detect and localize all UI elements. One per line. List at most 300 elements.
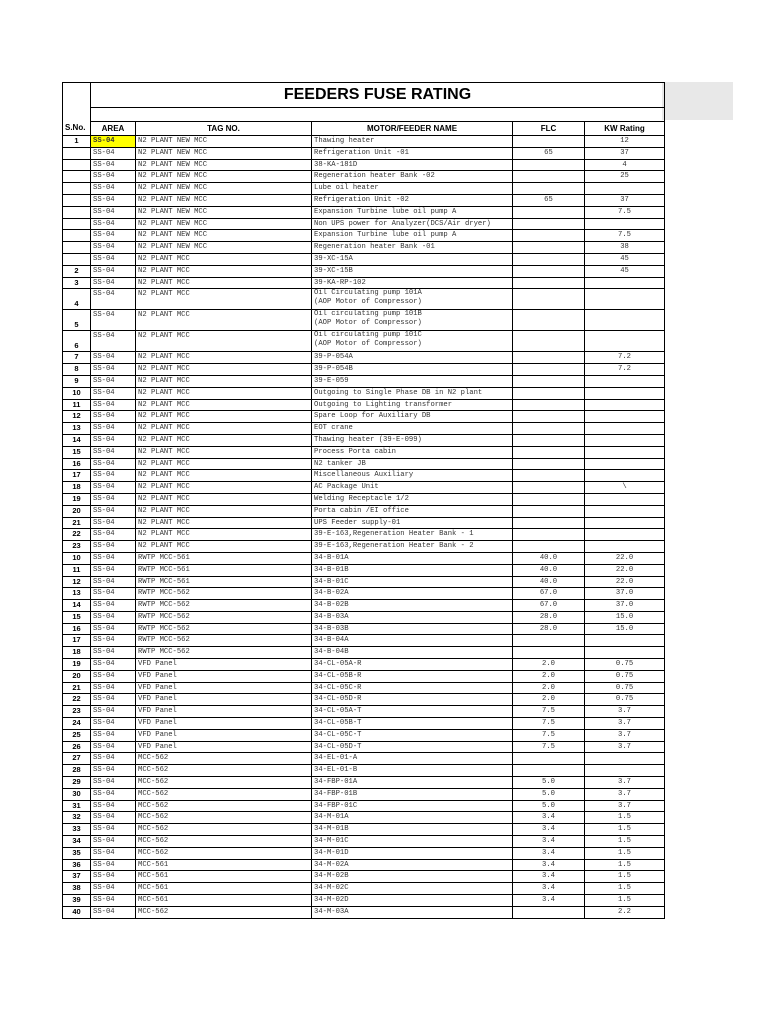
- cell-tag[interactable]: MCC-562: [136, 812, 312, 824]
- cell-kw[interactable]: [585, 541, 665, 553]
- cell-area[interactable]: SS-04: [91, 753, 136, 765]
- cell-name[interactable]: 39-KA-RP-102: [312, 277, 513, 289]
- cell-name[interactable]: 34-CL-05D-T: [312, 741, 513, 753]
- cell-flc[interactable]: [513, 159, 585, 171]
- cell-flc[interactable]: 67.0: [513, 600, 585, 612]
- cell-name[interactable]: N2 tanker JB: [312, 458, 513, 470]
- cell-kw[interactable]: [585, 331, 665, 352]
- cell-kw[interactable]: 3.7: [585, 706, 665, 718]
- cell-area[interactable]: SS-04: [91, 729, 136, 741]
- cell-flc[interactable]: [513, 399, 585, 411]
- cell-flc[interactable]: [513, 364, 585, 376]
- cell-sno[interactable]: 38: [63, 883, 91, 895]
- cell-name[interactable]: 34-EL-01-A: [312, 753, 513, 765]
- cell-kw[interactable]: [585, 753, 665, 765]
- cell-area[interactable]: SS-04: [91, 183, 136, 195]
- cell-name[interactable]: Welding Receptacle 1/2: [312, 493, 513, 505]
- cell-area[interactable]: SS-04: [91, 517, 136, 529]
- cell-kw[interactable]: [585, 277, 665, 289]
- cell-name[interactable]: 34-FBP-01A: [312, 777, 513, 789]
- cell-flc[interactable]: [513, 493, 585, 505]
- cell-name[interactable]: 34-CL-05A-T: [312, 706, 513, 718]
- cell-name[interactable]: 39-XC-15B: [312, 265, 513, 277]
- cell-sno[interactable]: 17: [63, 470, 91, 482]
- cell-area[interactable]: SS-04: [91, 623, 136, 635]
- cell-flc[interactable]: 3.4: [513, 883, 585, 895]
- cell-sno[interactable]: 14: [63, 434, 91, 446]
- cell-area[interactable]: SS-04: [91, 670, 136, 682]
- cell-name[interactable]: Thawing heater: [312, 136, 513, 148]
- cell-tag[interactable]: VFD Panel: [136, 741, 312, 753]
- cell-name[interactable]: Process Porta cabin: [312, 446, 513, 458]
- cell-area[interactable]: SS-04: [91, 777, 136, 789]
- cell-tag[interactable]: MCC-561: [136, 895, 312, 907]
- cell-area[interactable]: SS-04: [91, 859, 136, 871]
- cell-sno[interactable]: 11: [63, 564, 91, 576]
- cell-kw[interactable]: 3.7: [585, 718, 665, 730]
- cell-kw[interactable]: 38: [585, 242, 665, 254]
- cell-area[interactable]: SS-04: [91, 277, 136, 289]
- cell-sno[interactable]: 32: [63, 812, 91, 824]
- cell-area[interactable]: SS-04: [91, 159, 136, 171]
- cell-tag[interactable]: N2 PLANT MCC: [136, 277, 312, 289]
- cell-sno[interactable]: 10: [63, 387, 91, 399]
- cell-sno[interactable]: [63, 206, 91, 218]
- cell-area[interactable]: SS-04: [91, 836, 136, 848]
- cell-kw[interactable]: 22.0: [585, 552, 665, 564]
- cell-kw[interactable]: 37: [585, 194, 665, 206]
- cell-tag[interactable]: VFD Panel: [136, 718, 312, 730]
- cell-kw[interactable]: 7.5: [585, 230, 665, 242]
- cell-kw[interactable]: 0.75: [585, 694, 665, 706]
- cell-sno[interactable]: 17: [63, 635, 91, 647]
- cell-kw[interactable]: 45: [585, 265, 665, 277]
- cell-area[interactable]: SS-04: [91, 482, 136, 494]
- cell-sno[interactable]: 14: [63, 600, 91, 612]
- cell-sno[interactable]: 23: [63, 541, 91, 553]
- cell-kw[interactable]: [585, 458, 665, 470]
- cell-kw[interactable]: 7.2: [585, 364, 665, 376]
- cell-name[interactable]: 34-B-01B: [312, 564, 513, 576]
- cell-area[interactable]: SS-04: [91, 600, 136, 612]
- cell-kw[interactable]: 2.2: [585, 906, 665, 918]
- cell-name[interactable]: Outgoing to Single Phase DB in N2 plant: [312, 387, 513, 399]
- cell-flc[interactable]: [513, 310, 585, 331]
- cell-flc[interactable]: [513, 253, 585, 265]
- cell-name[interactable]: EOT crane: [312, 423, 513, 435]
- cell-flc[interactable]: [513, 434, 585, 446]
- cell-area[interactable]: SS-04: [91, 647, 136, 659]
- cell-name[interactable]: 39-E-059: [312, 375, 513, 387]
- cell-area[interactable]: SS-04: [91, 171, 136, 183]
- cell-name[interactable]: Spare Loop for Auxiliary DB: [312, 411, 513, 423]
- cell-area[interactable]: SS-04: [91, 206, 136, 218]
- cell-flc[interactable]: [513, 541, 585, 553]
- cell-kw[interactable]: 1.5: [585, 895, 665, 907]
- cell-flc[interactable]: [513, 529, 585, 541]
- cell-flc[interactable]: 7.5: [513, 741, 585, 753]
- cell-tag[interactable]: RWTP MCC-562: [136, 600, 312, 612]
- cell-area[interactable]: SS-04: [91, 218, 136, 230]
- cell-flc[interactable]: 3.4: [513, 895, 585, 907]
- cell-name[interactable]: 34-M-02C: [312, 883, 513, 895]
- cell-area[interactable]: SS-04: [91, 331, 136, 352]
- cell-area[interactable]: SS-04: [91, 289, 136, 310]
- cell-sno[interactable]: 20: [63, 505, 91, 517]
- cell-flc[interactable]: 3.4: [513, 836, 585, 848]
- cell-name[interactable]: 34-M-01D: [312, 847, 513, 859]
- cell-tag[interactable]: N2 PLANT NEW MCC: [136, 171, 312, 183]
- cell-area[interactable]: SS-04: [91, 411, 136, 423]
- cell-name[interactable]: 34-CL-05D-R: [312, 694, 513, 706]
- cell-tag[interactable]: N2 PLANT MCC: [136, 529, 312, 541]
- cell-kw[interactable]: 4: [585, 159, 665, 171]
- cell-area[interactable]: SS-04: [91, 741, 136, 753]
- cell-tag[interactable]: N2 PLANT NEW MCC: [136, 136, 312, 148]
- cell-area[interactable]: SS-04: [91, 694, 136, 706]
- cell-tag[interactable]: RWTP MCC-562: [136, 588, 312, 600]
- cell-sno[interactable]: 19: [63, 493, 91, 505]
- cell-kw[interactable]: 15.0: [585, 623, 665, 635]
- cell-tag[interactable]: MCC-562: [136, 906, 312, 918]
- cell-area[interactable]: SS-04: [91, 375, 136, 387]
- cell-area[interactable]: SS-04: [91, 541, 136, 553]
- cell-name[interactable]: Outgoing to Lighting transformer: [312, 399, 513, 411]
- cell-area[interactable]: SS-04: [91, 265, 136, 277]
- cell-tag[interactable]: N2 PLANT MCC: [136, 387, 312, 399]
- cell-kw[interactable]: \: [585, 482, 665, 494]
- cell-name[interactable]: 34-B-02A: [312, 588, 513, 600]
- cell-name[interactable]: 39-P-054A: [312, 352, 513, 364]
- cell-sno[interactable]: 15: [63, 611, 91, 623]
- cell-tag[interactable]: N2 PLANT MCC: [136, 458, 312, 470]
- cell-sno[interactable]: 21: [63, 682, 91, 694]
- cell-kw[interactable]: 25: [585, 171, 665, 183]
- cell-kw[interactable]: [585, 505, 665, 517]
- cell-sno[interactable]: [63, 171, 91, 183]
- cell-kw[interactable]: 37: [585, 147, 665, 159]
- cell-name[interactable]: 34-M-02B: [312, 871, 513, 883]
- cell-flc[interactable]: [513, 375, 585, 387]
- cell-sno[interactable]: 25: [63, 729, 91, 741]
- cell-tag[interactable]: N2 PLANT MCC: [136, 470, 312, 482]
- cell-area[interactable]: SS-04: [91, 847, 136, 859]
- cell-flc[interactable]: 40.0: [513, 564, 585, 576]
- cell-name[interactable]: 34-CL-05B-R: [312, 670, 513, 682]
- cell-flc[interactable]: [513, 218, 585, 230]
- cell-flc[interactable]: 28.0: [513, 623, 585, 635]
- cell-kw[interactable]: 45: [585, 253, 665, 265]
- cell-tag[interactable]: MCC-562: [136, 788, 312, 800]
- cell-tag[interactable]: RWTP MCC-562: [136, 647, 312, 659]
- cell-sno[interactable]: 27: [63, 753, 91, 765]
- cell-sno[interactable]: 23: [63, 706, 91, 718]
- cell-sno[interactable]: [63, 218, 91, 230]
- cell-tag[interactable]: VFD Panel: [136, 706, 312, 718]
- cell-tag[interactable]: RWTP MCC-561: [136, 564, 312, 576]
- cell-tag[interactable]: N2 PLANT MCC: [136, 541, 312, 553]
- cell-sno[interactable]: 21: [63, 517, 91, 529]
- cell-tag[interactable]: N2 PLANT MCC: [136, 289, 312, 310]
- cell-tag[interactable]: N2 PLANT NEW MCC: [136, 194, 312, 206]
- cell-name[interactable]: AC Package Unit: [312, 482, 513, 494]
- cell-area[interactable]: SS-04: [91, 399, 136, 411]
- cell-flc[interactable]: [513, 470, 585, 482]
- cell-flc[interactable]: 3.4: [513, 859, 585, 871]
- cell-tag[interactable]: N2 PLANT MCC: [136, 423, 312, 435]
- cell-area[interactable]: SS-04: [91, 434, 136, 446]
- cell-area[interactable]: SS-04: [91, 364, 136, 376]
- cell-name[interactable]: Thawing heater (39-E-099): [312, 434, 513, 446]
- cell-area[interactable]: SS-04: [91, 659, 136, 671]
- cell-area[interactable]: SS-04: [91, 682, 136, 694]
- cell-flc[interactable]: [513, 635, 585, 647]
- cell-tag[interactable]: MCC-562: [136, 847, 312, 859]
- cell-area[interactable]: SS-04: [91, 564, 136, 576]
- cell-tag[interactable]: VFD Panel: [136, 670, 312, 682]
- cell-area[interactable]: SS-04: [91, 576, 136, 588]
- cell-tag[interactable]: MCC-561: [136, 859, 312, 871]
- cell-sno[interactable]: 31: [63, 800, 91, 812]
- cell-tag[interactable]: N2 PLANT MCC: [136, 482, 312, 494]
- cell-kw[interactable]: 1.5: [585, 883, 665, 895]
- cell-kw[interactable]: [585, 434, 665, 446]
- cell-flc[interactable]: [513, 352, 585, 364]
- cell-tag[interactable]: N2 PLANT MCC: [136, 517, 312, 529]
- cell-sno[interactable]: 5: [63, 310, 91, 331]
- cell-area[interactable]: SS-04: [91, 906, 136, 918]
- cell-name[interactable]: 34-M-02A: [312, 859, 513, 871]
- cell-name[interactable]: 34-B-02B: [312, 600, 513, 612]
- cell-tag[interactable]: N2 PLANT NEW MCC: [136, 230, 312, 242]
- cell-kw[interactable]: 22.0: [585, 576, 665, 588]
- cell-tag[interactable]: N2 PLANT NEW MCC: [136, 183, 312, 195]
- cell-tag[interactable]: RWTP MCC-561: [136, 576, 312, 588]
- cell-area[interactable]: SS-04: [91, 194, 136, 206]
- cell-name[interactable]: 34-FBP-01C: [312, 800, 513, 812]
- cell-kw[interactable]: 1.5: [585, 812, 665, 824]
- cell-name[interactable]: 34-M-01B: [312, 824, 513, 836]
- cell-kw[interactable]: 1.5: [585, 847, 665, 859]
- cell-kw[interactable]: [585, 289, 665, 310]
- cell-name[interactable]: 34-CL-05C-R: [312, 682, 513, 694]
- cell-sno[interactable]: 1: [63, 136, 91, 148]
- cell-kw[interactable]: 1.5: [585, 836, 665, 848]
- cell-area[interactable]: SS-04: [91, 505, 136, 517]
- cell-name[interactable]: Expansion Turbine lube oil pump A: [312, 230, 513, 242]
- cell-sno[interactable]: 13: [63, 588, 91, 600]
- cell-area[interactable]: SS-04: [91, 446, 136, 458]
- cell-kw[interactable]: 3.7: [585, 777, 665, 789]
- cell-area[interactable]: SS-04: [91, 765, 136, 777]
- cell-kw[interactable]: 1.5: [585, 871, 665, 883]
- cell-area[interactable]: SS-04: [91, 352, 136, 364]
- cell-flc[interactable]: 67.0: [513, 588, 585, 600]
- cell-kw[interactable]: [585, 647, 665, 659]
- cell-kw[interactable]: [585, 310, 665, 331]
- cell-name[interactable]: 39-XC-15A: [312, 253, 513, 265]
- cell-tag[interactable]: N2 PLANT MCC: [136, 399, 312, 411]
- cell-flc[interactable]: 7.5: [513, 729, 585, 741]
- cell-sno[interactable]: 37: [63, 871, 91, 883]
- cell-area[interactable]: SS-04: [91, 147, 136, 159]
- cell-flc[interactable]: [513, 242, 585, 254]
- cell-tag[interactable]: N2 PLANT NEW MCC: [136, 206, 312, 218]
- cell-tag[interactable]: N2 PLANT MCC: [136, 411, 312, 423]
- cell-name[interactable]: 34-EL-01-B: [312, 765, 513, 777]
- cell-name[interactable]: 34-B-01A: [312, 552, 513, 564]
- cell-sno[interactable]: 26: [63, 741, 91, 753]
- cell-sno[interactable]: 11: [63, 399, 91, 411]
- cell-name[interactable]: 39-P-054B: [312, 364, 513, 376]
- cell-tag[interactable]: MCC-562: [136, 836, 312, 848]
- cell-kw[interactable]: [585, 411, 665, 423]
- cell-tag[interactable]: N2 PLANT MCC: [136, 265, 312, 277]
- cell-name[interactable]: 38-KA-181D: [312, 159, 513, 171]
- cell-name[interactable]: Regeneration heater Bank -02: [312, 171, 513, 183]
- cell-tag[interactable]: MCC-561: [136, 871, 312, 883]
- cell-name[interactable]: [312, 331, 513, 352]
- cell-name[interactable]: Miscellaneous Auxiliary: [312, 470, 513, 482]
- cell-name[interactable]: 34-B-04A: [312, 635, 513, 647]
- cell-flc[interactable]: [513, 765, 585, 777]
- cell-sno[interactable]: 36: [63, 859, 91, 871]
- cell-sno[interactable]: 13: [63, 423, 91, 435]
- cell-flc[interactable]: 5.0: [513, 788, 585, 800]
- cell-name[interactable]: 34-CL-05C-T: [312, 729, 513, 741]
- cell-sno[interactable]: 16: [63, 623, 91, 635]
- cell-name[interactable]: Porta cabin /EI office: [312, 505, 513, 517]
- cell-flc[interactable]: 3.4: [513, 824, 585, 836]
- cell-flc[interactable]: 3.4: [513, 847, 585, 859]
- cell-area[interactable]: SS-04: [91, 883, 136, 895]
- cell-flc[interactable]: [513, 289, 585, 310]
- cell-area[interactable]: SS-04: [91, 387, 136, 399]
- cell-flc[interactable]: 7.5: [513, 706, 585, 718]
- cell-sno[interactable]: 19: [63, 659, 91, 671]
- cell-sno[interactable]: 10: [63, 552, 91, 564]
- cell-sno[interactable]: [63, 253, 91, 265]
- cell-area[interactable]: SS-04: [91, 470, 136, 482]
- cell-kw[interactable]: [585, 635, 665, 647]
- cell-kw[interactable]: 1.5: [585, 824, 665, 836]
- cell-flc[interactable]: 2.0: [513, 694, 585, 706]
- cell-kw[interactable]: 7.2: [585, 352, 665, 364]
- cell-kw[interactable]: 0.75: [585, 659, 665, 671]
- cell-name[interactable]: 34-B-04B: [312, 647, 513, 659]
- cell-flc[interactable]: [513, 411, 585, 423]
- cell-kw[interactable]: 0.75: [585, 682, 665, 694]
- cell-sno[interactable]: 22: [63, 694, 91, 706]
- cell-kw[interactable]: [585, 399, 665, 411]
- cell-area[interactable]: SS-04: [91, 895, 136, 907]
- cell-area[interactable]: SS-04: [91, 230, 136, 242]
- cell-flc[interactable]: 2.0: [513, 659, 585, 671]
- cell-kw[interactable]: [585, 423, 665, 435]
- cell-tag[interactable]: MCC-562: [136, 824, 312, 836]
- cell-kw[interactable]: 0.75: [585, 670, 665, 682]
- cell-flc[interactable]: [513, 906, 585, 918]
- cell-tag[interactable]: N2 PLANT MCC: [136, 375, 312, 387]
- cell-tag[interactable]: RWTP MCC-562: [136, 635, 312, 647]
- cell-sno[interactable]: 35: [63, 847, 91, 859]
- cell-kw[interactable]: 3.7: [585, 729, 665, 741]
- cell-name[interactable]: [312, 289, 513, 310]
- cell-name[interactable]: 34-CL-05A-R: [312, 659, 513, 671]
- cell-sno[interactable]: [63, 230, 91, 242]
- cell-kw[interactable]: 37.0: [585, 588, 665, 600]
- cell-sno[interactable]: 20: [63, 670, 91, 682]
- cell-kw[interactable]: [585, 493, 665, 505]
- cell-area[interactable]: SS-04: [91, 588, 136, 600]
- cell-name[interactable]: Lube oil heater: [312, 183, 513, 195]
- cell-area[interactable]: SS-04: [91, 812, 136, 824]
- cell-flc[interactable]: 40.0: [513, 552, 585, 564]
- cell-tag[interactable]: N2 PLANT MCC: [136, 310, 312, 331]
- cell-area[interactable]: SS-04: [91, 423, 136, 435]
- cell-tag[interactable]: N2 PLANT NEW MCC: [136, 242, 312, 254]
- cell-tag[interactable]: N2 PLANT NEW MCC: [136, 147, 312, 159]
- cell-kw[interactable]: [585, 765, 665, 777]
- cell-sno[interactable]: 28: [63, 765, 91, 777]
- cell-name[interactable]: 34-FBP-01B: [312, 788, 513, 800]
- cell-name[interactable]: 34-B-03B: [312, 623, 513, 635]
- cell-flc[interactable]: 5.0: [513, 777, 585, 789]
- cell-flc[interactable]: [513, 458, 585, 470]
- cell-flc[interactable]: 7.5: [513, 718, 585, 730]
- cell-tag[interactable]: N2 PLANT NEW MCC: [136, 218, 312, 230]
- cell-sno[interactable]: 12: [63, 576, 91, 588]
- cell-name[interactable]: Refrigeration Unit -02: [312, 194, 513, 206]
- cell-flc[interactable]: [513, 136, 585, 148]
- cell-area[interactable]: SS-04: [91, 706, 136, 718]
- cell-kw[interactable]: [585, 183, 665, 195]
- cell-tag[interactable]: VFD Panel: [136, 729, 312, 741]
- cell-flc[interactable]: [513, 387, 585, 399]
- cell-sno[interactable]: 18: [63, 482, 91, 494]
- cell-flc[interactable]: [513, 230, 585, 242]
- cell-name[interactable]: 34-CL-05B-T: [312, 718, 513, 730]
- cell-sno[interactable]: 33: [63, 824, 91, 836]
- cell-sno[interactable]: 30: [63, 788, 91, 800]
- cell-sno[interactable]: 40: [63, 906, 91, 918]
- cell-flc[interactable]: 65: [513, 147, 585, 159]
- cell-flc[interactable]: [513, 423, 585, 435]
- cell-kw[interactable]: [585, 470, 665, 482]
- cell-flc[interactable]: [513, 206, 585, 218]
- cell-kw[interactable]: 1.5: [585, 859, 665, 871]
- cell-sno[interactable]: 39: [63, 895, 91, 907]
- cell-kw[interactable]: 37.0: [585, 600, 665, 612]
- cell-area[interactable]: SS-04: [91, 493, 136, 505]
- cell-name[interactable]: Refrigeration Unit -01: [312, 147, 513, 159]
- cell-kw[interactable]: 22.0: [585, 564, 665, 576]
- cell-flc[interactable]: [513, 482, 585, 494]
- cell-kw[interactable]: [585, 218, 665, 230]
- cell-flc[interactable]: 28.0: [513, 611, 585, 623]
- cell-flc[interactable]: [513, 446, 585, 458]
- cell-flc[interactable]: [513, 753, 585, 765]
- cell-flc[interactable]: 2.0: [513, 682, 585, 694]
- cell-flc[interactable]: 2.0: [513, 670, 585, 682]
- cell-tag[interactable]: N2 PLANT MCC: [136, 364, 312, 376]
- cell-sno[interactable]: 7: [63, 352, 91, 364]
- cell-sno[interactable]: 15: [63, 446, 91, 458]
- cell-kw[interactable]: 3.7: [585, 741, 665, 753]
- cell-flc[interactable]: [513, 331, 585, 352]
- cell-sno[interactable]: [63, 147, 91, 159]
- cell-name[interactable]: Expansion Turbine lube oil pump A: [312, 206, 513, 218]
